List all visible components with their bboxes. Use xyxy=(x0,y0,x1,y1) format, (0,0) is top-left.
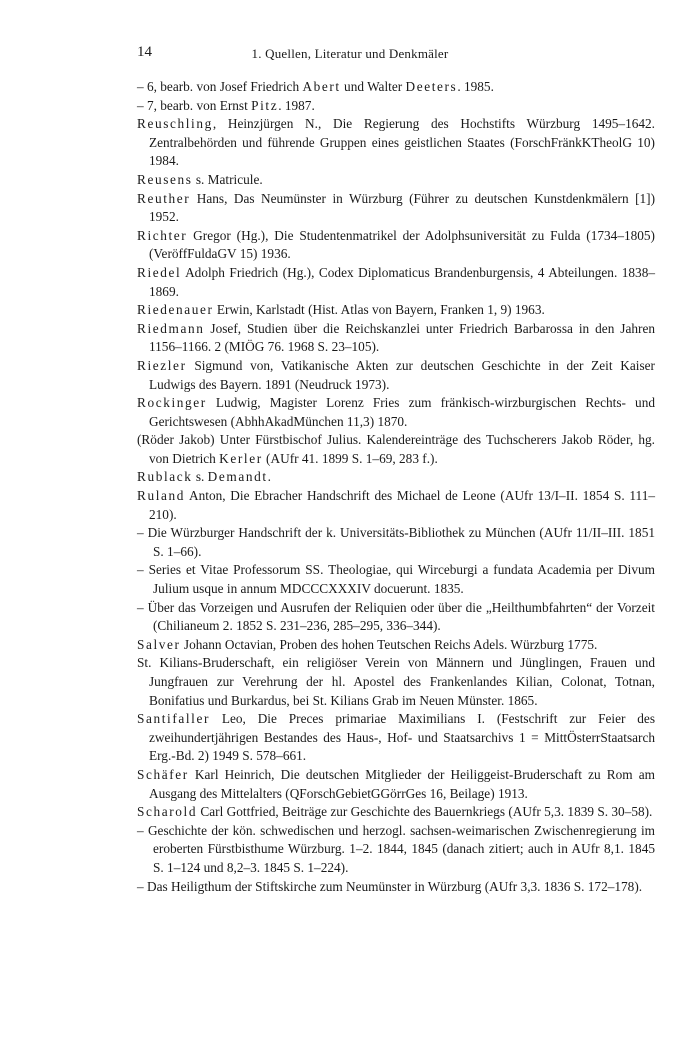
bibliography-entry xyxy=(137,468,655,487)
author-name: Reusens xyxy=(137,171,193,187)
entry-text: – 6, bearb. von Josef Friedrich xyxy=(137,79,303,94)
bibliography-entry xyxy=(137,78,655,97)
bibliography-entry xyxy=(137,878,655,897)
author-name: Ruland xyxy=(137,488,186,504)
entry-text: s. xyxy=(192,469,208,485)
author-name: Riedel xyxy=(137,264,182,280)
bibliography-entry xyxy=(137,115,655,171)
bibliography-entry xyxy=(137,264,655,301)
author-name: Salver xyxy=(137,636,181,652)
author-name: Riedenauer xyxy=(137,302,214,318)
entry-text: . xyxy=(267,469,271,485)
entry-text: Gregor (Hg.), Die Studentenmatrikel der Adolphsuniversität zu Fulda (1734–1805) (VeröffFuldaGV 15) 1936. xyxy=(149,227,655,262)
bibliography-entry xyxy=(137,822,655,878)
bibliography-entry xyxy=(137,301,655,320)
entry-text: , Heinzjürgen N., Die Regierung des Hochstifts Würzburg 1495–1642. Zentralbehörden und führende Gruppen eines geistlichen Staates (ForschFränkKTheolG 10) 1984. xyxy=(149,116,655,169)
bibliography-entry xyxy=(137,561,655,598)
bibliography-entry xyxy=(137,487,655,524)
entry-text: Anton, Die Ebracher Handschrift des Michael de Leone (AUfr 13/I–II. 1854 S. 111–210). xyxy=(149,488,655,522)
author-name: Schäfer xyxy=(137,766,189,782)
page-header xyxy=(0,44,700,68)
author-name: Abert xyxy=(302,79,341,94)
entry-text: Adolph Friedrich (Hg.), Codex Diplomaticus Brandenburgensis, 4 Abteilungen. 1838–1869. xyxy=(149,264,655,299)
entry-text: (Röder Jakob) Unter Fürstbischof Julius. Kalendereinträge des Tuchscherers Jakob Röder, hg. von Dietrich xyxy=(137,432,655,466)
bibliography-entry xyxy=(137,227,655,264)
bibliography-entry xyxy=(137,599,655,636)
author-name: Riezler xyxy=(137,357,187,373)
author-name: Rockinger xyxy=(137,395,207,411)
entry-text: – Die Würzburger Handschrift der k. Universitäts-Bibliothek zu München (AUfr 11/II–III. 1851 S. 1–66). xyxy=(137,525,655,559)
author-name: Rublack xyxy=(137,469,193,485)
entry-text: . 1987. xyxy=(278,97,315,113)
author-name: Reuther xyxy=(137,190,191,206)
entry-text: – Series et Vitae Professorum SS. Theologiae, qui Wirceburgi a fundata Academia per Divum Julium usque in annum MDCCCXXXIV docuerunt. 1835. xyxy=(137,562,655,597)
bibliography-entry xyxy=(137,431,655,468)
entry-text: Ludwig, Magister Lorenz Fries zum fränkisch-wirzburgischen Rechts- und Gerichtswesen (AbhhAkadMünchen 11,3) 1870. xyxy=(149,395,655,429)
bibliography-entry xyxy=(137,320,655,357)
bibliography-entry xyxy=(137,710,655,766)
entry-text: . 1985. xyxy=(457,79,494,94)
bibliography-entry xyxy=(137,190,655,227)
author-name: Richter xyxy=(137,227,188,243)
bibliography-entry xyxy=(137,97,655,116)
entry-text: – Geschichte der kön. schwedischen und herzogl. sachsen-weimarischen Zwischenregierung im eroberten Fürstbisthume Würzburg. 1–2. 1844, 1845 (danach zitiert; auch in AUfr 8,1. 1845 S. 1–124 und 8,2–3. 1845 S. 1–224). xyxy=(137,822,655,875)
entry-text: Carl Gottfried, Beiträge zur Geschichte des Bauernkriegs (AUfr 5,3. 1839 S. 30–58). xyxy=(197,804,653,820)
bibliography-entry xyxy=(137,803,655,822)
author-name: Kerler xyxy=(219,450,263,466)
author-name: Reuschling xyxy=(137,116,213,132)
bibliography-entry xyxy=(137,394,655,431)
author-name: Deeters xyxy=(405,79,458,94)
page-number: 14 xyxy=(137,44,152,60)
entry-text: s. Matricule. xyxy=(192,171,263,187)
entry-text: Karl Heinrich, Die deutschen Mitglieder der Heiliggeist-Bruderschaft zu Rom am Ausgang des Mittelalters (QForschGebietGGörrGes 16, Beilage) 1913. xyxy=(149,766,655,801)
entry-text: – Über das Vorzeigen und Ausrufen der Reliquien oder über die „Heilthumbfahrten“ der Vorzeit (Chilianeum 2. 1852 S. 231–236, 285–295, 336–344). xyxy=(137,599,655,634)
bibliography-entry xyxy=(137,636,655,655)
author-name: Riedmann xyxy=(137,320,205,336)
entry-text: Johann Octavian, Proben des hohen Teutschen Reichs Adels. Würzburg 1775. xyxy=(180,636,598,652)
running-head: 1. Quellen, Literatur und Denkmäler xyxy=(251,46,449,61)
entry-text: – 7, bearb. von Ernst xyxy=(137,97,252,113)
entry-text: (AUfr 41. 1899 S. 1–69, 283 f.). xyxy=(262,450,438,466)
author-name: Demandt xyxy=(207,469,268,485)
entry-text: und Walter xyxy=(340,79,406,94)
bibliography-entry xyxy=(137,524,655,561)
bibliography-entry xyxy=(137,357,655,394)
entry-text: Sigmund von, Vatikanische Akten zur deutschen Geschichte in der Zeit Kaiser Ludwigs des Bayern. 1891 (Neudruck 1973). xyxy=(149,357,655,392)
entry-text: Josef, Studien über die Reichskanzlei unter Friedrich Barbarossa in den Jahren 1156–1166. 2 (MIÖG 76. 1968 S. 23–105). xyxy=(149,320,655,355)
author-name: Scharold xyxy=(137,804,198,820)
entry-text: Erwin, Karlstadt (Hist. Atlas von Bayern, Franken 1, 9) 1963. xyxy=(213,302,545,318)
entry-text: Leo, Die Preces primariae Maximilians I. (Festschrift zur Feier des zweihundertjährigen Bestandes des Haus-, Hof- und Staatsarchivs 1 = MittÖsterrStaatsarch Erg.-Bd. 2) 1949 S. 578–661. xyxy=(149,711,655,764)
bibliography-entry xyxy=(137,654,655,710)
entry-text: St. Kilians-Bruderschaft, ein religiöser Verein von Männern und Jünglingen, Frauen und Jungfrauen zur Verehrung der hl. Apostel des Frankenlandes Kilian, Colonat, Totnan, Bonifatius und Burkardus, bei St. Kilians Grab im Neuen Münster. 1865. xyxy=(137,655,655,708)
entry-text: – Das Heiligthum der Stiftskirche zum Neumünster in Würzburg (AUfr 3,3. 1836 S. 172–178). xyxy=(137,878,643,894)
bibliography-list xyxy=(137,78,655,896)
bibliography-entry xyxy=(137,766,655,803)
bibliography-entry xyxy=(137,171,655,190)
entry-text: Hans, Das Neumünster in Würzburg (Führer zu deutschen Kunstdenkmälern [1]) 1952. xyxy=(149,190,655,225)
author-name: Santifaller xyxy=(137,711,210,727)
author-name: Pitz xyxy=(251,97,279,113)
